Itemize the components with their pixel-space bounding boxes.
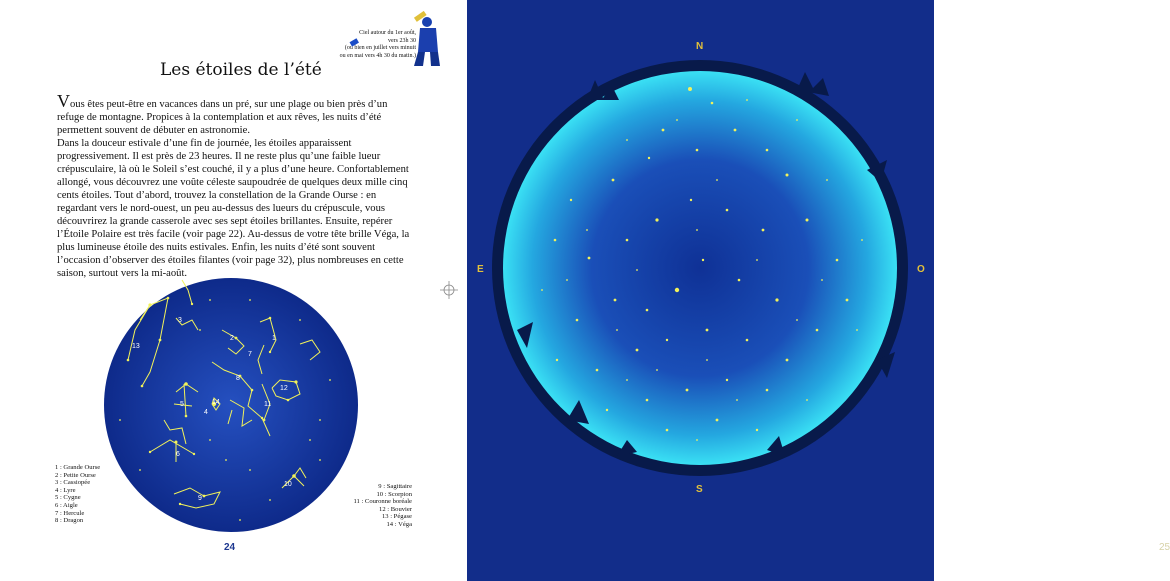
article-title: Les étoiles de l’été bbox=[160, 60, 322, 80]
right-page bbox=[467, 0, 1170, 581]
legend-item: 7 : Hercule bbox=[55, 509, 85, 517]
map-number: 5 bbox=[180, 401, 184, 408]
map-number: 7 bbox=[248, 351, 252, 358]
legend-item: 2 : Petite Ourse bbox=[55, 471, 96, 479]
caption-line: ou en mai vers 4h 30 du matin.) bbox=[339, 52, 416, 59]
map-number: 11 bbox=[264, 401, 272, 408]
paragraph-text: ous êtes peut-être en vacances dans un pré, sur une plage ou bien près d’un refuge de montagne. Propices à la contemplation et aux rêves, les nuits d’été permettent souvent de débuter en astronomie. bbox=[57, 99, 388, 136]
map-number: 14 bbox=[212, 399, 220, 406]
legend-item: 6 : Aigle bbox=[55, 501, 78, 509]
astronomer-illustration bbox=[350, 11, 440, 66]
map-number: 13 bbox=[132, 343, 140, 350]
legend-right bbox=[338, 483, 412, 529]
drop-cap: V bbox=[57, 91, 70, 111]
legend-item: 8 : Dragon bbox=[55, 517, 84, 525]
legend-item: 11 : Couronne boréale bbox=[353, 498, 412, 506]
cardinal-south: S bbox=[696, 484, 703, 495]
legend-left bbox=[55, 464, 100, 525]
cardinal-north: N bbox=[696, 41, 704, 52]
map-number: 8 bbox=[236, 375, 240, 382]
cardinal-east: E bbox=[477, 264, 484, 275]
page-number-right: 25 bbox=[1159, 542, 1170, 553]
map-number: 12 bbox=[280, 385, 288, 392]
page-number-left: 24 bbox=[224, 542, 236, 553]
map-number: 9 bbox=[198, 495, 202, 502]
article-body bbox=[57, 91, 412, 280]
paragraph bbox=[57, 91, 412, 137]
legend-item: 1 : Grande Ourse bbox=[55, 464, 101, 471]
legend-item: 5 : Cygne bbox=[55, 494, 81, 502]
legend-item: 13 : Pégase bbox=[381, 513, 412, 521]
map-number: 10 bbox=[284, 481, 292, 488]
legend-item: 12 : Bouvier bbox=[379, 505, 412, 513]
legend-item: 3 : Cassiopée bbox=[55, 479, 91, 487]
legend-item: 4 : Lyre bbox=[55, 486, 76, 494]
legend-item: 9 : Sagittaire bbox=[378, 483, 412, 490]
sky-dome bbox=[503, 71, 897, 465]
map-number: 6 bbox=[176, 451, 180, 458]
map-number: 4 bbox=[204, 409, 208, 416]
map-number: 2 bbox=[230, 335, 234, 342]
caption-line: Ciel autour du 1er août, bbox=[359, 30, 416, 36]
legend-item: 10 : Scorpion bbox=[376, 490, 412, 498]
map-number: 1 bbox=[272, 335, 276, 342]
map-number: 3 bbox=[178, 317, 182, 324]
left-page bbox=[0, 0, 467, 581]
legend-item: 14 : Véga bbox=[386, 520, 412, 528]
cardinal-west: O bbox=[917, 264, 925, 275]
caption-line: (ou bien en juillet vers minuit bbox=[344, 45, 416, 51]
caption-line: vers 23h 30 bbox=[388, 37, 416, 44]
crop-mark bbox=[440, 281, 458, 299]
paragraph: Dans la douceur estivale d’une fin de journée, les étoiles apparaissent progressivement. Il est près de 23 heures. Il ne reste plus qu’une faible lueur crépusculaire, là où le Soleil s’est couché, il y a plus d’une heure. Confortablement allongé, vous découvrez une voûte céleste saupoudrée de quelques deux mille cinq cents étoiles. Tout d’abord, trouvez la constellation de la Grande Ourse : en regardant vers le nord-ouest, un peu au-dessus des lueurs du crépuscule, vous découvrirez la grande casserole avec ses sept étoiles brillantes. Ensuite, repérer l’Étoile Polaire est très facile (voir page 22). Au-dessus de votre tête brille Véga, la plus lumineuse étoile des nuits estivales. Enfin, les nuits d’été sont souvent l’occasion d’observer des étoiles filantes (voir page 32), plus nombreuses en cette saison, surtout vers la mi-août. bbox=[57, 138, 410, 279]
